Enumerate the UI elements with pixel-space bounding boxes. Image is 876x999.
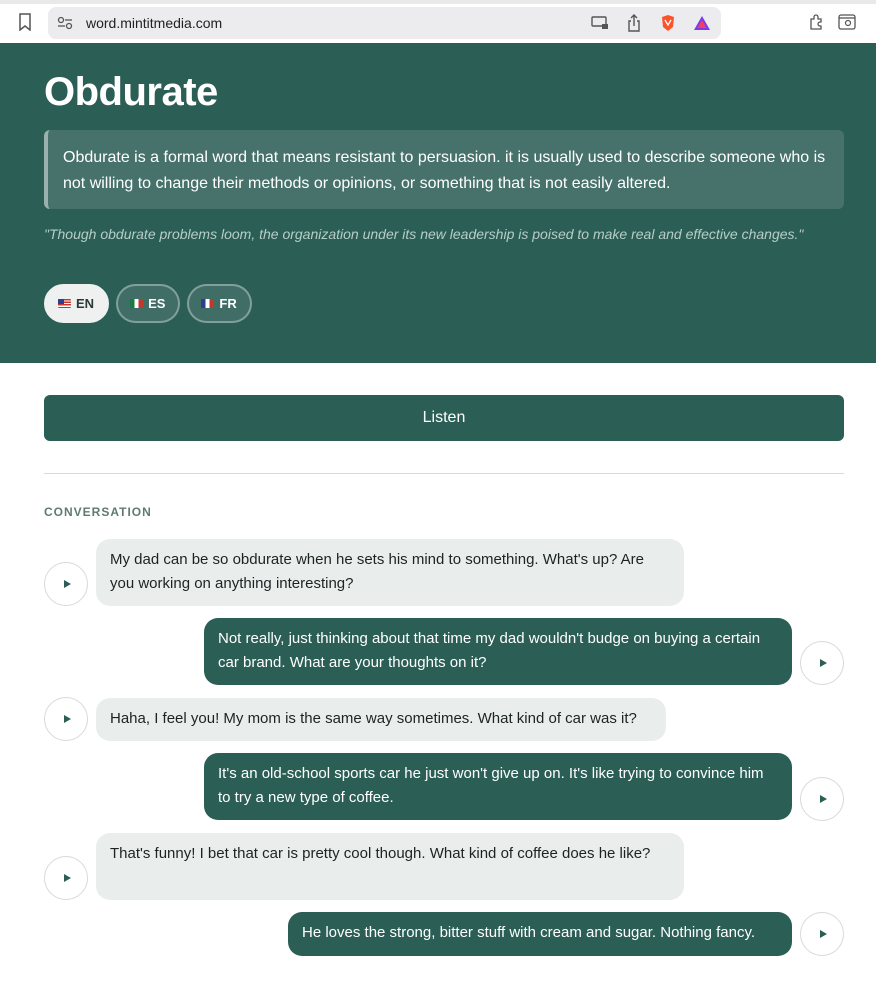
bookmark-icon[interactable] xyxy=(18,13,34,31)
listen-button[interactable]: Listen xyxy=(44,395,844,441)
fr-flag-icon xyxy=(201,299,214,308)
word-definition: Obdurate is a formal word that means resistant to persuasion. it is usually used to describe someone who is not willing to change their methods or opinions, or something that is not easily altered. xyxy=(44,130,844,209)
play-message-button[interactable] xyxy=(800,641,844,685)
address-bar[interactable] xyxy=(48,7,721,39)
play-message-button[interactable] xyxy=(800,912,844,956)
lang-en-label: EN xyxy=(76,296,95,311)
lang-fr-label: FR xyxy=(219,296,237,311)
divider xyxy=(44,473,844,474)
brave-rewards-icon[interactable] xyxy=(691,13,713,33)
lang-es-label: ES xyxy=(148,296,166,311)
play-message-button[interactable] xyxy=(44,856,88,900)
message-bubble: It's an old-school sports car he just won't give up on. It's like trying to convince him to try a new type of coffee. xyxy=(204,753,792,820)
play-message-button[interactable] xyxy=(44,562,88,606)
us-flag-icon xyxy=(58,299,71,308)
url-text[interactable]: word.mintitmedia.com xyxy=(86,15,223,31)
sidebar-icon[interactable] xyxy=(838,13,856,31)
extensions-icon[interactable] xyxy=(808,13,826,31)
cast-icon[interactable] xyxy=(589,13,611,33)
play-message-button[interactable] xyxy=(44,697,88,741)
mx-flag-icon xyxy=(130,299,143,308)
lang-es-button[interactable] xyxy=(116,284,180,323)
language-switcher xyxy=(44,284,252,323)
brave-shield-icon[interactable] xyxy=(657,13,679,33)
lang-fr-button[interactable] xyxy=(187,284,251,323)
share-icon[interactable] xyxy=(623,13,645,33)
word-title: Obdurate xyxy=(44,70,218,114)
conversation-heading: CONVERSATION xyxy=(44,505,152,519)
example-sentence: "Though obdurate problems loom, the organization under its new leadership is poised to make real and effective changes." xyxy=(44,226,804,242)
browser-toolbar xyxy=(0,0,876,43)
message-bubble: Haha, I feel you! My mom is the same way sometimes. What kind of car was it? xyxy=(96,698,666,741)
message-bubble: That's funny! I bet that car is pretty cool though. What kind of coffee does he like? xyxy=(96,833,684,900)
play-message-button[interactable] xyxy=(800,777,844,821)
message-bubble: My dad can be so obdurate when he sets his mind to something. What's up? Are you working on anything interesting? xyxy=(96,539,684,606)
message-bubble: Not really, just thinking about that time my dad wouldn't budge on buying a certain car brand. What are your thoughts on it? xyxy=(204,618,792,685)
lang-en-button[interactable] xyxy=(44,284,109,323)
message-bubble: He loves the strong, bitter stuff with cream and sugar. Nothing fancy. xyxy=(288,912,792,956)
site-settings-icon[interactable] xyxy=(57,16,73,30)
word-hero xyxy=(0,43,876,363)
